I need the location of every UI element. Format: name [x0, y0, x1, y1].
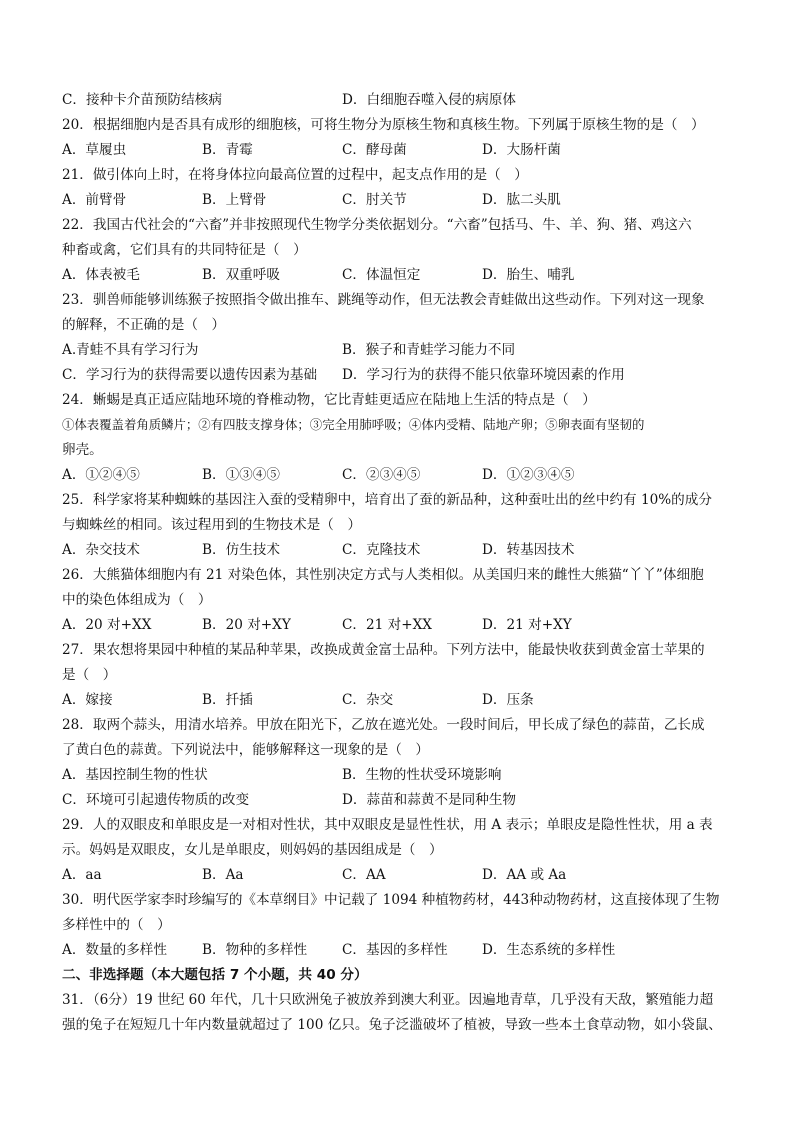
- option-row: [62, 464, 742, 486]
- option-b: B．Aa: [202, 867, 244, 883]
- option-d: D．蒜苗和蒜黄不是同种生物: [342, 792, 517, 808]
- option-d: D．转基因技术: [482, 542, 575, 558]
- question-26: 26．大熊猫体细胞内有 21 对染色体，其性别决定方式与人类相似。从美国归来的雌性大熊猫“丫丫”体细胞: [62, 567, 704, 583]
- option-d: D．生态系统的多样性: [482, 942, 616, 958]
- option-row: [62, 764, 742, 786]
- option-d: D．①②③④⑤: [482, 467, 575, 483]
- option-d: D．胎生、哺乳: [482, 267, 575, 283]
- option-row: [62, 939, 742, 961]
- option-d: D．学习行为的获得不能只依靠环境因素的作用: [342, 367, 625, 383]
- option-row: [62, 689, 742, 711]
- option-a: A．嫁接: [62, 692, 113, 708]
- option-d: D．肱二头肌: [482, 192, 561, 208]
- option-b: B．猴子和青蛙学习能力不同: [342, 342, 516, 358]
- question-31: 31．（6分）19 世纪 60 年代，几十只欧洲兔子被放养到澳大利亚。因遍地青草，几乎没有天敌，繁殖能力超: [62, 992, 714, 1008]
- option-c: C．②③④⑤: [342, 467, 421, 483]
- question-22: 22．我国古代社会的“六畜”并非按照现代生物学分类依据划分。“六畜”包括马、牛、羊、狗、猪、鸡这六: [62, 217, 692, 233]
- question-25-cont: 与蜘蛛丝的相同。该过程用到的生物技术是（ ）: [62, 517, 362, 533]
- option-a: A．基因控制生物的性状: [62, 767, 208, 783]
- question-30-cont: 多样性中的（ ）: [62, 917, 171, 933]
- option-row: [62, 864, 742, 886]
- option-a: A．数量的多样性: [62, 942, 167, 958]
- option-b: B．双重呼吸: [202, 267, 280, 283]
- option-b: B．生物的性状受环境影响: [342, 767, 502, 783]
- option-c: C．21 对+XX: [342, 617, 432, 633]
- question-29-cont: 示。妈妈是双眼皮，女儿是单眼皮，则妈妈的基因组成是（ ）: [62, 842, 443, 858]
- question-25: 25．科学家将某种蜘蛛的基因注入蚕的受精卵中，培育出了蚕的新品种，这种蚕吐出的丝中约有 10%的成分: [62, 492, 712, 508]
- option-row: [62, 89, 742, 111]
- option-a: A．①②④⑤: [62, 467, 140, 483]
- question-24-statements: ①体表覆盖着角质鳞片；②有四肢支撑身体；③完全用肺呼吸；④体内受精、陆地产卵；⑤卵表面有坚韧的: [62, 417, 645, 432]
- option-a: A．杂交技术: [62, 542, 140, 558]
- question-28-cont: 了黄白色的蒜黄。下列说法中，能够解释这一现象的是（ ）: [62, 742, 430, 758]
- question-30: 30．明代医学家李时珍编写的《本草纲目》中记载了 1094 种植物药材，443种动物药材，这直接体现了生物: [62, 892, 720, 908]
- option-a: A．20 对+XX: [62, 617, 152, 633]
- question-24-statements-cont: 卵壳。: [62, 442, 103, 458]
- option-d: D．21 对+XY: [482, 617, 572, 633]
- question-22-cont: 种畜或禽，它们具有的共同特征是（ ）: [62, 242, 307, 258]
- option-c: C．学习行为的获得需要以遗传因素为基础: [62, 367, 318, 383]
- question-31-cont: 强的兔子在短短几十年内数量就超过了 100 亿只。兔子泛滥破坏了植被，导致一些本土食草动物，如小袋鼠、: [62, 1017, 722, 1033]
- option-c: C．AA: [342, 867, 386, 883]
- option-row: [62, 139, 742, 161]
- option-a: A．前臂骨: [62, 192, 127, 208]
- option-b: B．物种的多样性: [202, 942, 308, 958]
- option-a: A．草履虫: [62, 142, 127, 158]
- option-c: C．杂交: [342, 692, 394, 708]
- option-c: C．酵母菌: [342, 142, 407, 158]
- option-b: B．①③④⑤: [202, 467, 280, 483]
- option-a: A．体表被毛: [62, 267, 140, 283]
- option-row: [62, 539, 742, 561]
- option-row: [62, 364, 742, 386]
- question-29: 29．人的双眼皮和单眼皮是一对相对性状，其中双眼皮是显性性状，用 A 表示；单眼皮是隐性性状，用 a 表: [62, 817, 713, 833]
- option-b: B．20 对+XY: [202, 617, 291, 633]
- option-a: A.青蛙不具有学习行为: [62, 342, 199, 358]
- question-20: 20．根据细胞内是否具有成形的细胞核，可将生物分为原核生物和真核生物。下列属于原核生物的是（ ）: [62, 117, 705, 133]
- option-d: D．大肠杆菌: [482, 142, 561, 158]
- option-c: C．环境可引起遗传物质的改变: [62, 792, 250, 808]
- option-row: [62, 614, 742, 636]
- option-c: C．接种卡介苗预防结核病: [62, 92, 222, 108]
- option-b: B．上臂骨: [202, 192, 267, 208]
- question-24: 24．蜥蜴是真正适应陆地环境的脊椎动物，它比青蛙更适应在陆地上生活的特点是（ ）: [62, 392, 596, 408]
- option-d: D．压条: [482, 692, 534, 708]
- option-c: C．基因的多样性: [342, 942, 448, 958]
- option-b: B．扦插: [202, 692, 253, 708]
- section-heading: 二、非选择题（本大题包括 7 个小题，共 40 分）: [62, 967, 368, 983]
- option-b: B．青霉: [202, 142, 253, 158]
- question-26-cont: 中的染色体组成为（ ）: [62, 592, 212, 608]
- option-row: [62, 264, 742, 286]
- option-b: B．仿生技术: [202, 542, 280, 558]
- question-23-cont: 的解释，不正确的是（ ）: [62, 317, 226, 333]
- option-d: D．白细胞吞噬入侵的病原体: [342, 92, 517, 108]
- option-row: [62, 789, 742, 811]
- option-c: C．体温恒定: [342, 267, 421, 283]
- option-d: D．AA 或 Aa: [482, 867, 567, 883]
- question-27-cont: 是（ ）: [62, 667, 117, 683]
- option-row: [62, 339, 742, 361]
- question-27: 27．果农想将果园中种植的某品种苹果，改换成黄金富士品种。下列方法中，能最快收获到黄金富士苹果的: [62, 642, 705, 658]
- question-23: 23．驯兽师能够训练猴子按照指令做出推车、跳绳等动作，但无法教会青蛙做出这些动作。下列对这一现象: [62, 292, 705, 308]
- option-row: [62, 189, 742, 211]
- question-21: 21．做引体向上时，在将身体拉向最高位置的过程中，起支点作用的是（ ）: [62, 167, 528, 183]
- question-28: 28．取两个蒜头，用清水培养。甲放在阳光下，乙放在遮光处。一段时间后，甲长成了绿色的蒜苗，乙长成: [62, 717, 705, 733]
- option-a: A．aa: [62, 867, 102, 883]
- option-c: C．肘关节: [342, 192, 407, 208]
- option-c: C．克隆技术: [342, 542, 421, 558]
